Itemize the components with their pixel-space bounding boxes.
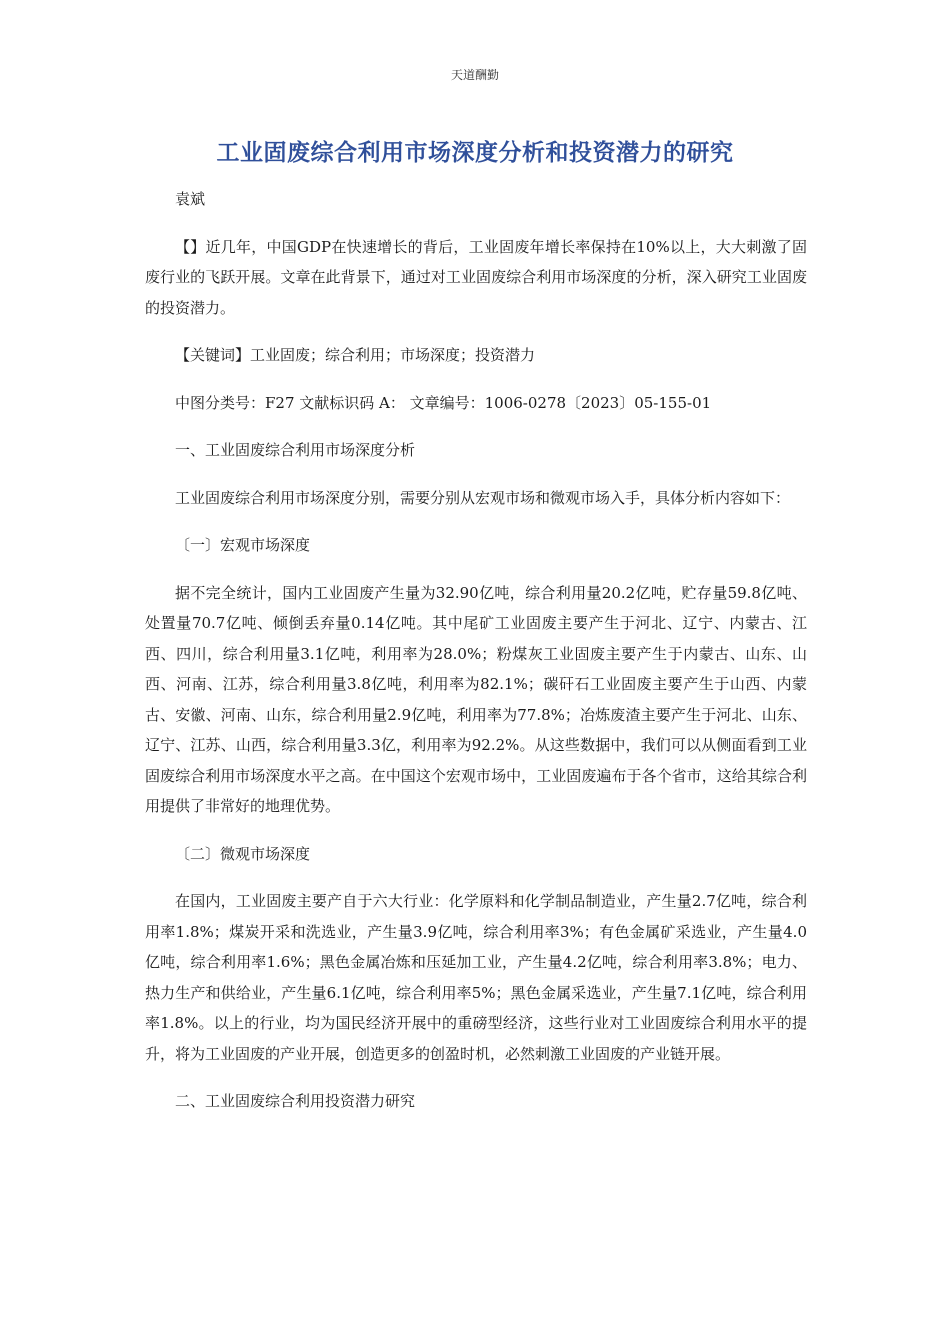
section-1-heading: 一、工业固废综合利用市场深度分析	[175, 441, 416, 459]
classification-line: 中图分类号：F27 文献标识码 A： 文章编号：1006-0278〔2023〕05-155-01	[175, 393, 712, 412]
subsection-2-heading: 〔二〕微观市场深度	[175, 844, 311, 863]
author: 袁斌	[175, 190, 206, 208]
article-title: 工业固废综合利用市场深度分析和投资潜力的研究	[216, 140, 734, 166]
article-body	[145, 184, 807, 1134]
section-2-heading: 二、工业固废综合利用投资潜力研究	[175, 1092, 416, 1110]
abstract-paragraph: 【】近几年，中国GDP在快速增长的背后，工业固废年增长率保持在10%以上，大大刺激了固废行业的飞跃开展。文章在此背景下，通过对工业固废综合利用市场深度的分析，深入研究工业固废的投资潜力。	[145, 237, 807, 317]
header-note: 天道酬勤	[450, 68, 499, 82]
section-1-intro: 工业固废综合利用市场深度分别，需要分别从宏观市场和微观市场入手，具体分析内容如下：	[175, 488, 791, 507]
subsection-2-body: 在国内，工业固废主要产自于六大行业：化学原料和化学制品制造业，产生量2.7亿吨，综合利用率1.8%；煤炭开采和洗选业，产生量3.9亿吨，综合利用率3%；有色金属矿采选业，产生量4.0亿吨，综合利用率1.6%；黑色金属冶炼和压延加工业，产生量4.2亿吨，综合利用率3.8%；电力、热力生产和供给业，产生量6.1亿吨，综合利用率5%；黑色金属采选业，产生量7.1亿吨，综合利用率1.8%。以上的行业，均为国民经济开展中的重磅型经济，这些行业对工业固废综合利用水平的提升，将为工业固废的产业开展，创造更多的创盈时机，必然刺激工业固废的产业链开展。	[145, 892, 807, 1063]
keywords-line: 【关键词】工业固废；综合利用；市场深度；投资潜力	[175, 346, 536, 364]
subsection-1-body: 据不完全统计，国内工业固废产生量为32.90亿吨，综合利用量20.2亿吨，贮存量59.8亿吨、处置量70.7亿吨、倾倒丢弃量0.14亿吨。其中尾矿工业固废主要产生于河北、辽宁、内蒙古、江西、四川，综合利用量3.1亿吨，利用率为28.0%；粉煤灰工业固废主要产生于内蒙古、山东、山西、河南、江苏，综合利用量3.8亿吨，利用率为82.1%；碳矸石工业固废主要产生于山西、内蒙古、安徽、河南、山东，综合利用量2.9亿吨，利用率为77.8%；冶炼废渣主要产生于河北、山东、辽宁、江苏、山西，综合利用量3.3亿，利用率为92.2%。从这些数据中，我们可以从侧面看到工业固废综合利用市场深度水平之高。在中国这个宏观市场中，工业固废遍布于各个省市，这给其综合利用提供了非常好的地理优势。	[145, 583, 807, 815]
subsection-1-heading: 〔一〕宏观市场深度	[175, 536, 311, 554]
